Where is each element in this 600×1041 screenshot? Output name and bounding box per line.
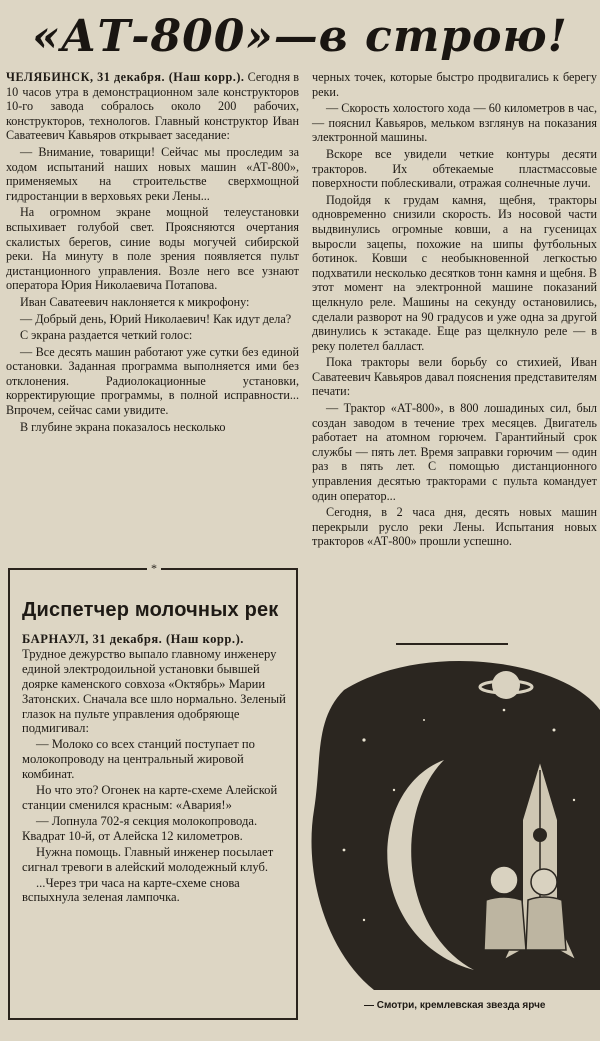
headline: «АТ-800»—в строю!: [32, 11, 568, 62]
paragraph: На огромном экране мощной телеустановки вспыхивает голубой свет. Проясняются очертания скалистых берегов, синие воды могучей сибирской реки. На минуту в поле зрения появляется пульт дистанционного управления. Возле него все узнают оператора Юрия Николаевича Потапова.: [6, 205, 299, 293]
paragraph: — Трактор «АТ-800», в 800 лошадиных сил, был создан заводом в течение трех месяцев. Двигатель работает на атомном горючем. Гарантийный срок службы — пять лет. Время заправки горючим — один раз в пять лет. С помощью дистанционного управления десятью тракторами с пульта командует один оператор...: [312, 401, 597, 503]
paragraph: ...Через три часа на карте-схеме снова вспыхнула зеленая лампочка.: [22, 875, 240, 905]
paragraph: — Все десять машин работают уже сутки без единой остановки. Заданная программа выполняется ими без отклонения. Радиолокационные установки, корректирующие программы, в полной исправности... Впрочем, сейчас сами увидите.: [6, 344, 299, 418]
paragraph: — Скорость холостого хода — 60 километров в час, — пояснил Кавьяров, мельком взглянув на показания электронной машины.: [312, 101, 597, 145]
paragraph: С экрана раздается четкий голос:: [20, 328, 193, 343]
paragraph: Подойдя к грудам камня, щебня, тракторы одновременно снизили скорость. Из носовой части выдвинулись огромные ковши, а на гусеницах выросли зацепы, похожие на шипы футбольных ботинок. Ковши с необыкновенной легкостью подхватили несколько десятков тонн камня и щебня. В этот момент на электронной машине показаний щелкнуло реле. Машины на секунду остановились, сделали разворот на 90 градусов и уже одна за другой двинулись к эстакаде. Еще раз щелкнуло реле — в реку полетел балласт.: [312, 192, 597, 353]
article-body: [22, 632, 288, 906]
paragraph: БАРНАУЛ, 31 декабря. (Наш корр.). Трудное дежурство выпало главному инженеру единой электродоильной установки бывшей доярке каменского совхоза «Октябрь» Марии Затонских. Сначала все шло нормально. Зеленый глазок на пульте управления одобряюще подмигивал:: [22, 632, 286, 736]
paragraph: Пока тракторы вели борьбу со стихией, Иван Саватеевич Кавьяров давал пояснения представителям печати:: [312, 355, 597, 399]
paragraph: В глубине экрана показалось несколько: [20, 419, 226, 434]
paragraph: — Молоко со всех станций поступает по молокопроводу на центральный жировой комбинат.: [22, 737, 255, 782]
dateline: ЧЕЛЯБИНСК, 31 декабря. (Наш корр.).: [6, 70, 245, 84]
space-illustration: [304, 650, 600, 990]
paragraph: — Лопнула 702-я секция молокопровода. Квадрат 10-й, от Алейска 12 километров.: [22, 813, 258, 843]
dateline: БАРНАУЛ, 31 декабря. (Наш корр.).: [22, 632, 244, 646]
article-milk-box: [8, 561, 298, 1020]
paragraph: — Внимание, товарищи! Сейчас мы проследим за ходом испытаний наших новых машин «АТ-800», применяемых на строительстве сверхмощной гидростанции в верховьях реки Лены...: [6, 144, 299, 203]
paragraph: Иван Саватеевич наклоняется к микрофону:: [20, 294, 250, 309]
paragraph: Сегодня, в 2 часа дня, десять новых машин перекрыли русло реки Лены. Испытания новых тракторов «АТ-800» прошли успешно.: [312, 505, 597, 549]
divider: [396, 643, 508, 645]
paragraph: — Добрый день, Юрий Николаевич! Как идут дела?: [20, 311, 292, 326]
paragraph: Но что это? Огонек на карте-схеме Алейской станции сменился красным: «Авария!»: [22, 783, 278, 812]
article-title: Диспетчер молочных рек: [22, 599, 279, 621]
paragraph: Нужна помощь. Главный инженер посылает сигнал тревоги в алейский молодежный клуб.: [22, 844, 274, 874]
paragraph: ЧЕЛЯБИНСК, 31 декабря. (Наш корр.). Сегодня в 10 часов утра в демонстрационном зале конструкторов 10-го завода собралось около 200 рабочих, конструкторов, технологов. Главный конструктор Иван Саватеевич Кавьяров открывает заседание:: [6, 70, 299, 143]
paragraph: Вскоре все увидели четкие контуры десяти тракторов. Их обтекаемые пластмассовые поверхности поблескивали, отражая солнечные лучи.: [312, 146, 597, 191]
article-at800-column-2: [312, 70, 597, 551]
star-ornament: *: [147, 561, 161, 576]
illustration-caption: — Смотри, кремлевская звезда ярче: [364, 1000, 546, 1011]
article-at800-column-1: [6, 70, 299, 436]
paragraph: черных точек, которые быстро продвигались к берегу реки.: [312, 70, 597, 99]
